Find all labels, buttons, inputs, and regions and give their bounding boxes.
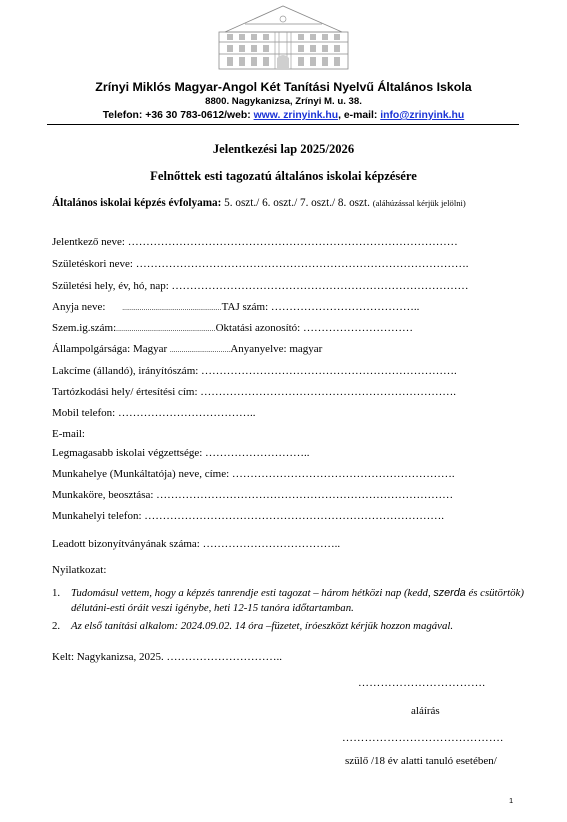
field-workplace[interactable]: Munkahelye (Munkáltatója) neve, címe: ……………………………………………………. bbox=[52, 468, 455, 480]
field-address[interactable]: Lakcíme (állandó), irányítószám: ……………………………………………………………. bbox=[52, 365, 457, 377]
field-certificate[interactable]: Leadott bizonyítványának száma: ……………………………….. bbox=[52, 538, 341, 550]
field-email[interactable]: E-mail: bbox=[52, 428, 85, 440]
citizenship-label: Állampolgársága: Magyar bbox=[52, 343, 170, 355]
id-number-label: Szem.ig.szám: bbox=[52, 322, 117, 334]
header-divider bbox=[47, 124, 519, 125]
grade-note: (aláhúzással kérjük jelölni) bbox=[372, 198, 466, 208]
field-citizenship bbox=[52, 343, 322, 355]
field-id-edu bbox=[52, 322, 413, 334]
declaration-item-1: 1. Tudomásul vettem, hogy a képzés tanrendje esti tagozat – három hétközi nap (kedd, szerda és csütörtök) délutáni-esti óráit veszi igénybe, heti 12-15 tanóra időtartamban. bbox=[52, 587, 524, 614]
grade-label: Általános iskolai képzés évfolyama: bbox=[52, 197, 222, 209]
page-number: 1 bbox=[509, 796, 514, 805]
form-title: Jelentkezési lap 2025/2026 bbox=[212, 142, 355, 156]
field-work-phone[interactable]: Munkahelyi telefon: ………………………………………………………………………. bbox=[52, 510, 445, 522]
mother-name-label: Anyja neve: bbox=[52, 301, 109, 313]
declaration-heading: Nyilatkozat: bbox=[52, 564, 107, 576]
field-position[interactable]: Munkaköre, beosztása: ……………………………………………………………………… bbox=[52, 489, 454, 501]
edu-id-field[interactable]: Oktatási azonosító: ………………………… bbox=[215, 322, 413, 334]
email-link[interactable]: info@zrinyink.hu bbox=[380, 110, 465, 121]
field-mother-taj bbox=[52, 301, 419, 313]
parent-signature-line[interactable]: ……………………………………. bbox=[342, 732, 504, 744]
field-birth-name[interactable]: Születéskori neve: ………………………………………………………………………………. bbox=[52, 258, 469, 270]
date-line[interactable]: Kelt: Nagykanizsa, 2025. ………………………….. bbox=[52, 651, 283, 663]
citizenship-input[interactable]: ............................... bbox=[169, 346, 231, 354]
field-mobile[interactable]: Mobil telefon: ……………………………….. bbox=[52, 407, 256, 419]
grade-options[interactable]: 5. oszt./ 6. oszt./ 7. oszt./ 8. oszt. bbox=[221, 197, 373, 209]
field-education[interactable]: Legmagasabb iskolai végzettsége: ……………………….. bbox=[52, 447, 310, 459]
id-number-input[interactable]: ................................................... bbox=[116, 325, 216, 333]
grade-selection bbox=[52, 197, 466, 209]
parent-signature-note: szülő /18 év alatti tanuló esetében/ bbox=[345, 755, 497, 767]
field-residence[interactable]: Tartózkodási hely/ értesítési cím: ……………………………………………………………. bbox=[52, 386, 457, 398]
declaration-item-2: 2. Az első tanítási alkalom: 2024.09.02. 14 óra –füzetet, íróeszközt kérjük hozzon magával. bbox=[52, 620, 454, 632]
signature-line[interactable]: ……………………………. bbox=[358, 677, 486, 689]
signature-label: aláírás bbox=[411, 705, 440, 717]
form-subtitle: Felnőttek esti tagozatú általános iskolai képzésére bbox=[150, 169, 417, 183]
website-link[interactable]: www. zrinyink.hu bbox=[253, 110, 339, 121]
school-name: Zrínyi Miklós Magyar-Angol Két Tanítási Nyelvű Általános Iskola bbox=[95, 80, 472, 94]
school-contact bbox=[0, 110, 567, 121]
email-prefix: , e-mail: bbox=[338, 110, 381, 121]
field-name[interactable]: Jelentkező neve: ……………………………………………………………………………… bbox=[52, 236, 458, 248]
mother-tongue-field[interactable]: Anyanyelve: magyar bbox=[230, 343, 323, 355]
contact-prefix: Telefon: +36 30 783-0612/web: bbox=[102, 110, 254, 121]
declaration-list bbox=[52, 586, 532, 637]
school-address: 8800. Nagykanizsa, Zrínyi M. u. 38. bbox=[205, 96, 362, 107]
mother-name-input[interactable]: ................................................... bbox=[122, 304, 222, 312]
school-building-logo bbox=[205, 2, 362, 70]
taj-field[interactable]: TAJ szám: ………………………………….. bbox=[221, 301, 420, 313]
field-birth-place-date[interactable]: Születési hely, év, hó, nap: ……………………………………………………………………… bbox=[52, 280, 469, 292]
